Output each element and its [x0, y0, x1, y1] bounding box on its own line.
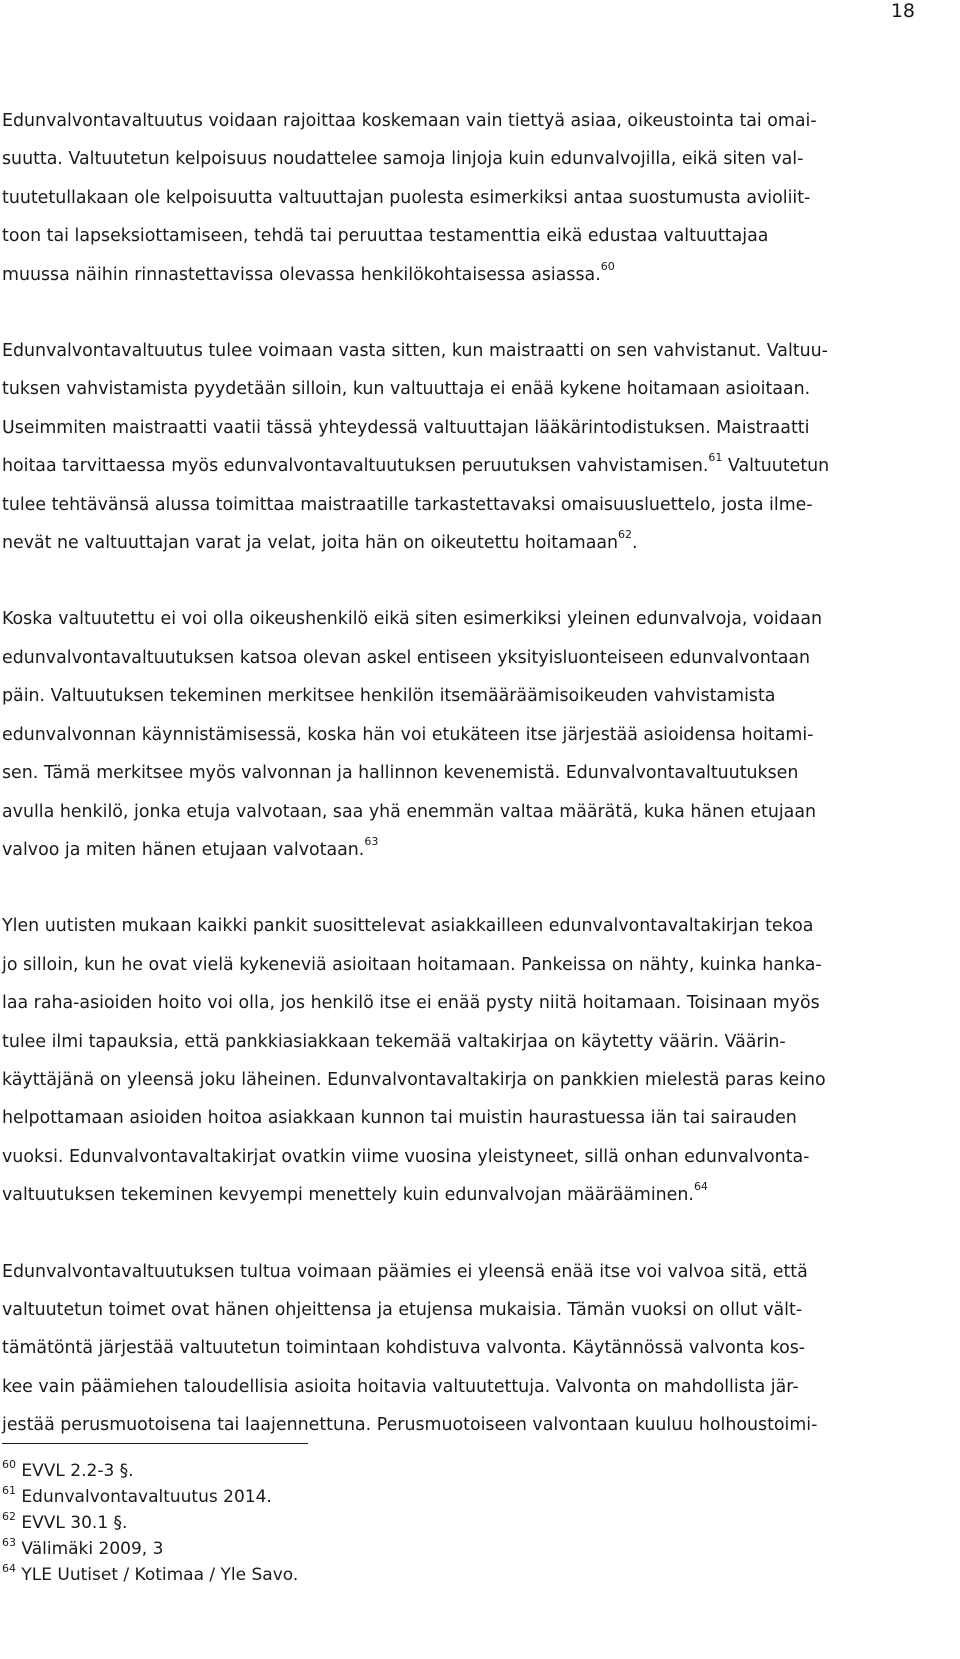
line-text: nevät ne valtuuttajan varat ja velat, joita hän on oikeutettu hoitamaan — [2, 533, 619, 554]
line-text: suutta. Valtuutetun kelpoisuus noudattelee samoja linjoja kuin edunvalvojilla, eikä siten val- — [2, 149, 804, 170]
footnote-text: EVVL 2.2-3 §. — [21, 1461, 134, 1481]
line-text: jo silloin, kun he ovat vielä kykeneviä asioitaan hoitamaan. Pankeissa on nähty, kuinka hanka- — [2, 954, 822, 975]
footnote-number: 64 — [2, 1562, 16, 1575]
line-text: avulla henkilö, jonka etuja valvotaan, saa yhä enemmän valtaa määrätä, kuka hänen etujaan — [2, 801, 817, 822]
text-line — [2, 217, 957, 255]
line-text: edunvalvontavaltuutuksen katsoa olevan askel entiseen yksityisluonteiseen edunvalvontaan — [2, 647, 811, 668]
text-line — [2, 102, 957, 140]
text-line — [2, 716, 957, 754]
footnote-number: 61 — [2, 1484, 16, 1497]
paragraph — [2, 907, 957, 1214]
text-line — [2, 1061, 957, 1099]
line-text: Edunvalvontavaltuutuksen tultua voimaan päämies ei yleensä enää itse voi valvoa sitä, että — [2, 1261, 808, 1282]
text-line — [2, 1329, 957, 1367]
line-text: muussa näihin rinnastettavissa olevassa henkilökohtaisessa asiassa. — [2, 264, 601, 285]
text-line — [2, 1368, 957, 1406]
line-text: Ylen uutisten mukaan kaikki pankit suosittelevat asiakkailleen edunvalvontavaltakirjan tekoa — [2, 916, 814, 937]
text-line — [2, 1406, 957, 1444]
text-line — [2, 1138, 957, 1176]
footnote-reference: 62 — [618, 528, 633, 542]
footnote-text: Edunvalvontavaltuutus 2014. — [21, 1487, 272, 1507]
line-text: helpottamaan asioiden hoitoa asiakkaan kunnon tai muistin haurastuessa iän tai sairauden — [2, 1108, 797, 1129]
line-text: valtuutetun toimet ovat hänen ohjeittensa ja etujensa mukaisia. Tämän vuoksi on ollut vält- — [2, 1299, 803, 1320]
text-line — [2, 907, 957, 945]
footnote-item — [2, 1562, 602, 1588]
line-text: päin. Valtuutuksen tekeminen merkitsee henkilön itsemääräämisoikeuden vahvistamista — [2, 686, 776, 707]
footnotes — [2, 1458, 602, 1588]
footnote-item — [2, 1484, 602, 1510]
line-text: vuoksi. Edunvalvontavaltakirjat ovatkin viime vuosina yleistyneet, sillä onhan edunvalvonta- — [2, 1146, 810, 1167]
line-text: hoitaa tarvittaessa myös edunvalvontavaltuutuksen peruutuksen vahvistamisen. — [2, 456, 709, 477]
line-text: Useimmiten maistraatti vaatii tässä yhteydessä valtuuttajan lääkärintodistuksen. Maistraatti — [2, 417, 810, 438]
line-text: sen. Tämä merkitsee myös valvonnan ja hallinnon kevenemistä. Edunvalvontavaltuutuksen — [2, 763, 799, 784]
text-line — [2, 256, 957, 294]
line-text: edunvalvonnan käynnistämisessä, koska hän voi etukäteen itse järjestää asioidensa hoitami- — [2, 724, 814, 745]
footnote-reference: 60 — [600, 259, 615, 273]
footnote-number: 62 — [2, 1510, 16, 1523]
line-text: tämätöntä järjestää valtuutetun toimintaan kohdistuva valvonta. Käytännössä valvonta kos- — [2, 1338, 806, 1359]
line-text: Edunvalvontavaltuutus voidaan rajoittaa koskemaan vain tiettyä asiaa, oikeustointa tai omai- — [2, 111, 817, 131]
page-number: 18 — [890, 0, 915, 22]
text-line — [2, 1291, 957, 1329]
line-text: Edunvalvontavaltuutus tulee voimaan vasta sitten, kun maistraatti on sen vahvistanut. Valtuu- — [2, 341, 828, 362]
paragraph — [2, 1253, 957, 1445]
footnote-reference: 61 — [708, 451, 723, 465]
footnote-separator — [2, 1443, 308, 1444]
text-line — [2, 447, 957, 485]
footnote-reference: 63 — [364, 834, 379, 848]
text-line — [2, 831, 957, 869]
footnote-text: EVVL 30.1 §. — [21, 1513, 128, 1533]
line-text: Koska valtuutettu ei voi olla oikeushenkilö eikä siten esimerkiksi yleinen edunvalvoja, voidaan — [2, 609, 823, 630]
line-text: valtuutuksen tekeminen kevyempi menettely kuin edunvalvojan määrääminen. — [2, 1185, 694, 1206]
text-line — [2, 1099, 957, 1137]
text-line — [2, 486, 957, 524]
footnote-item — [2, 1510, 602, 1536]
footnote-item — [2, 1536, 602, 1562]
text-line — [2, 409, 957, 447]
text-line — [2, 524, 957, 562]
line-text-continued: Valtuutetun — [722, 456, 830, 477]
text-line — [2, 179, 957, 217]
footnote-reference: 64 — [693, 1180, 708, 1194]
footnote-text: YLE Uutiset / Kotimaa / Yle Savo. — [21, 1565, 299, 1585]
line-text-continued: . — [632, 533, 638, 554]
footnote-item — [2, 1458, 602, 1484]
footnote-text: Välimäki 2009, 3 — [21, 1539, 164, 1559]
line-text: tuksen vahvistamista pyydetään silloin, kun valtuuttaja ei enää kykene hoitamaan asioitaan. — [2, 379, 811, 400]
document-body — [2, 102, 957, 1483]
line-text: tulee tehtävänsä alussa toimittaa maistraatille tarkastettavaksi omaisuusluettelo, josta ilme- — [2, 494, 813, 515]
paragraph — [2, 332, 957, 562]
text-line — [2, 946, 957, 984]
paragraph — [2, 102, 957, 294]
text-line — [2, 1176, 957, 1214]
line-text: kee vain päämiehen taloudellisia asioita hoitavia valtuutettuja. Valvonta on mahdollista jär- — [2, 1376, 799, 1397]
paragraph — [2, 600, 957, 869]
text-line — [2, 140, 957, 178]
line-text: valvoo ja miten hänen etujaan valvotaan. — [2, 839, 365, 860]
text-line — [2, 677, 957, 715]
text-line — [2, 370, 957, 408]
text-line — [2, 639, 957, 677]
line-text: jestää perusmuotoisena tai laajennettuna. Perusmuotoiseen valvontaan kuuluu holhoustoimi- — [2, 1415, 818, 1436]
line-text: käyttäjänä on yleensä joku läheinen. Edunvalvontavaltakirja on pankkien mielestä paras keino — [2, 1069, 826, 1090]
text-line — [2, 332, 957, 370]
text-line — [2, 1023, 957, 1061]
line-text: toon tai lapseksiottamiseen, tehdä tai peruuttaa testamenttia eikä edustaa valtuuttajaa — [2, 226, 769, 247]
footnote-number: 63 — [2, 1536, 16, 1549]
line-text: tulee ilmi tapauksia, että pankkiasiakkaan tekemää valtakirjaa on käytetty väärin. Väärin- — [2, 1031, 786, 1052]
footnote-number: 60 — [2, 1458, 16, 1471]
text-line — [2, 754, 957, 792]
text-line — [2, 793, 957, 831]
text-line — [2, 1253, 957, 1291]
text-line — [2, 984, 957, 1022]
line-text: tuutetullakaan ole kelpoisuutta valtuuttajan puolesta esimerkiksi antaa suostumusta avioliit- — [2, 187, 811, 208]
text-line — [2, 600, 957, 638]
line-text: laa raha-asioiden hoito voi olla, jos henkilö itse ei enää pysty niitä hoitamaan. Toisinaan myös — [2, 993, 820, 1014]
